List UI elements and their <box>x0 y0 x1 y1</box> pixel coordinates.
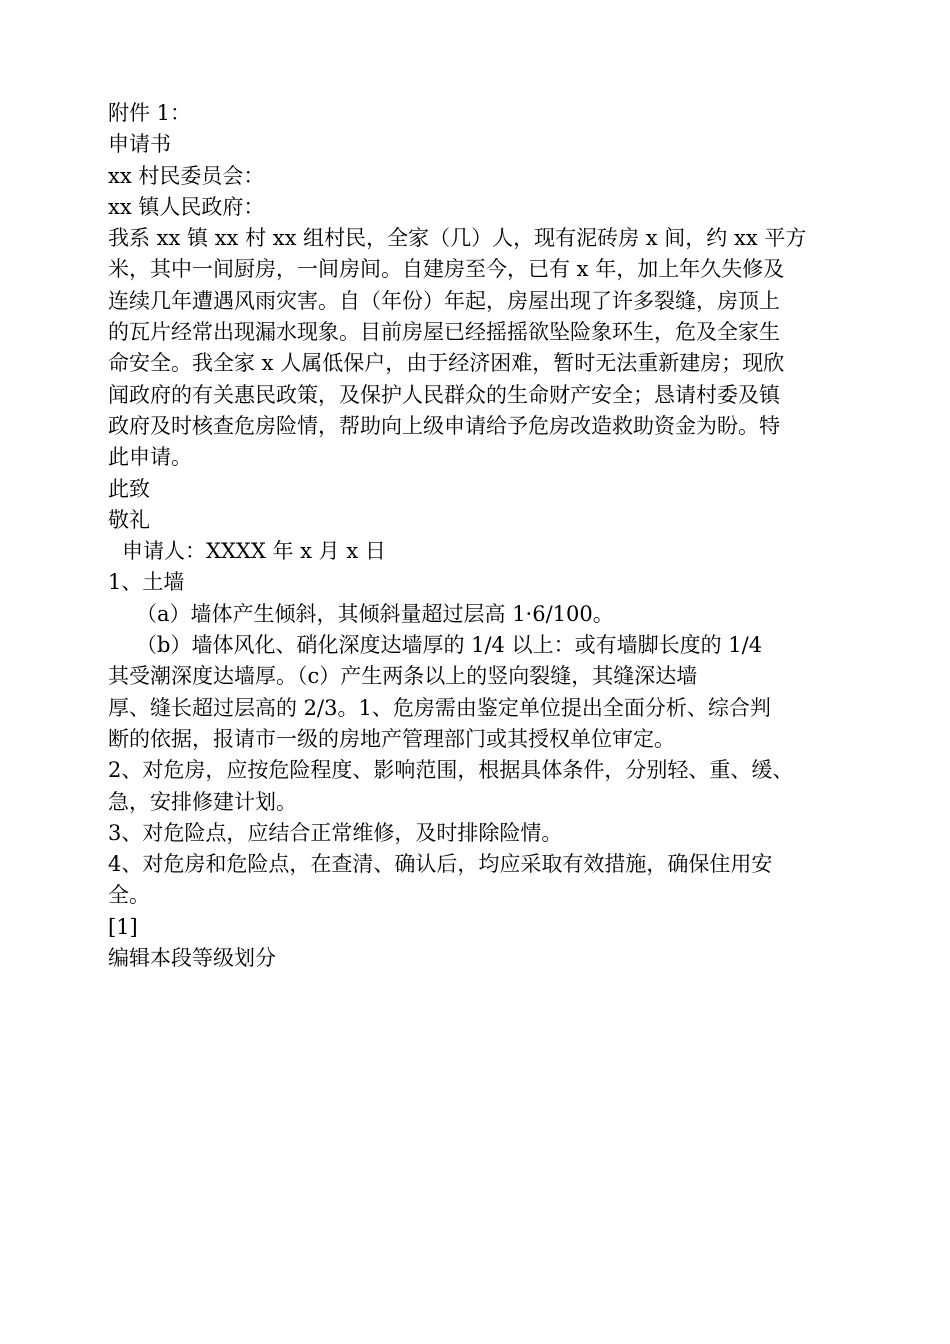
edit-section-link[interactable]: 编辑本段等级划分 <box>108 946 276 971</box>
closing-regards: 敬礼 <box>108 507 150 532</box>
point-2-continued: 急，安排修建计划。 <box>108 789 297 814</box>
body-line: 连续几年遭遇风雨灾害。自（年份）年起，房屋出现了许多裂缝，房顶上 <box>108 288 780 313</box>
recipient-village-committee: xx 村民委员会： <box>108 163 265 188</box>
point-4-continued: 全。 <box>108 883 150 908</box>
body-line: 闻政府的有关惠民政策，及保护人民群众的生命财产安全；恳请村委及镇 <box>108 382 780 407</box>
body-line: 米，其中一间厨房，一间房间。自建房至今，已有 x 年，加上年久失修及 <box>108 257 785 282</box>
closing-salutation: 此致 <box>108 476 150 501</box>
criterion-b-continued: 其受潮深度达墙厚。（c）产生两条以上的竖向裂缝，其缝深达墙 <box>108 664 698 689</box>
section-heading-earth-wall: 1、土墙 <box>108 570 185 595</box>
document-title: 申请书 <box>108 132 171 157</box>
criterion-b: （b）墙体风化、硝化深度达墙厚的 1/4 以上：或有墙脚长度的 1/4 <box>136 633 763 658</box>
criterion-a: （a）墙体产生倾斜，其倾斜量超过层高 1·6/100。 <box>136 601 614 626</box>
criterion-c-continued: 断的依据，报请市一级的房地产管理部门或其授权单位审定。 <box>108 726 675 751</box>
body-line: 命安全。我全家 x 人属低保户，由于经济困难，暂时无法重新建房；现欣 <box>108 351 785 376</box>
point-2: 2、对危房，应按危险程度、影响范围，根据具体条件，分别轻、重、缓、 <box>108 758 794 783</box>
attachment-label: 附件 1： <box>108 101 192 125</box>
reference-marker: [1] <box>108 914 138 939</box>
signature-line: 申请人：XXXX 年 x 月 x 日 <box>122 539 386 564</box>
body-line: 政府及时核查危房险情，帮助向上级申请给予危房改造救助资金为盼。特 <box>108 413 780 438</box>
document-page <box>108 98 868 974</box>
recipient-town-government: xx 镇人民政府： <box>108 194 265 219</box>
point-3: 3、对危险点，应结合正常维修，及时排除险情。 <box>108 820 563 845</box>
body-line: 的瓦片经常出现漏水现象。目前房屋已经摇摇欲坠险象环生，危及全家生 <box>108 320 780 345</box>
body-line: 此申请。 <box>108 445 192 470</box>
body-line: 我系 xx 镇 xx 村 xx 组村民，全家（几）人，现有泥砖房 x 间，约 xx 平方 <box>108 226 807 251</box>
point-4: 4、对危房和危险点，在查清、确认后，均应采取有效措施，确保住用安 <box>108 852 773 877</box>
criterion-c-continued: 厚、缝长超过层高的 2/3。1、危房需由鉴定单位提出全面分析、综合判 <box>108 695 771 720</box>
